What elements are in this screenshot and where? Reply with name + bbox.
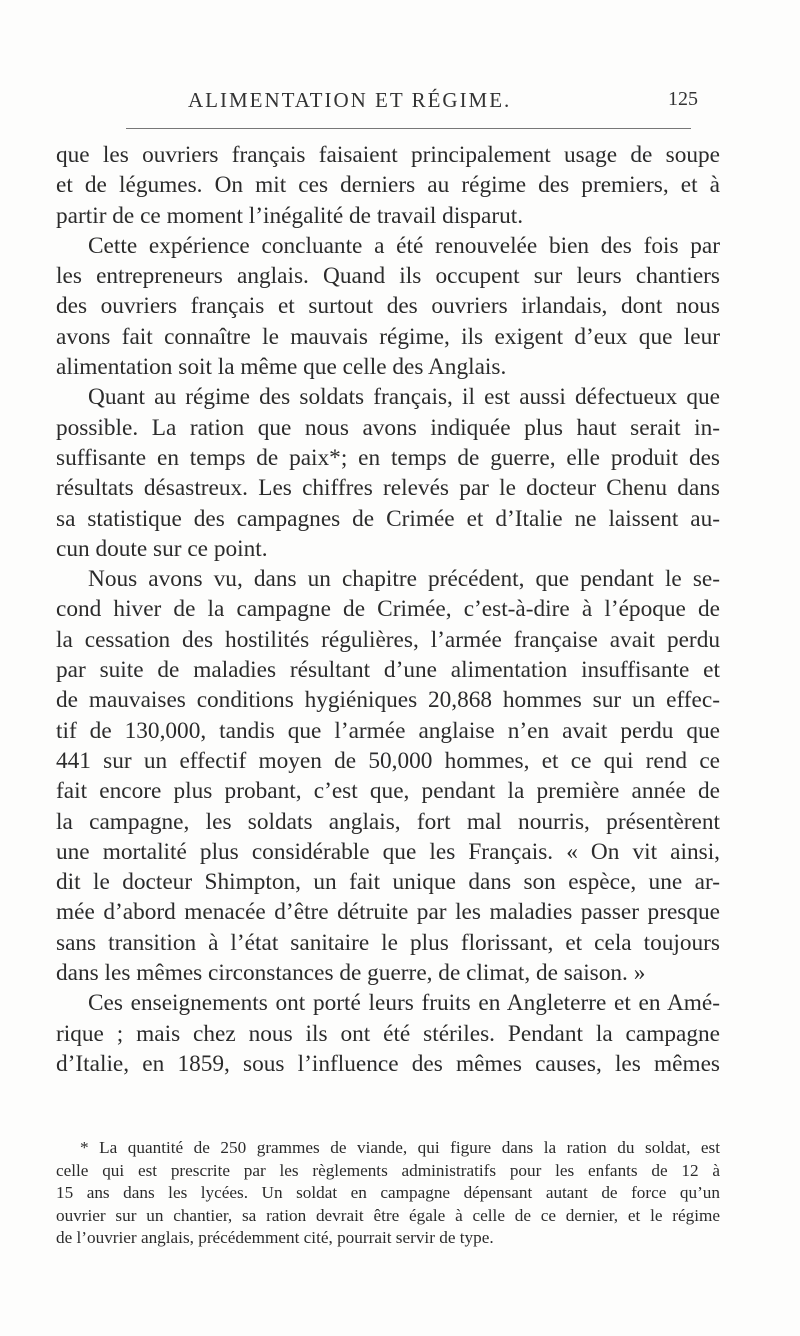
- text-line: une mortalité plus considérable que les Français. « On vit ainsi,: [56, 838, 720, 865]
- text-line: Nous avons vu, dans un chapitre précédent, que pendant le se-: [88, 566, 720, 593]
- text-line: 441 sur un effectif moyen de 50,000 hommes, et ce qui rend ce: [56, 747, 720, 774]
- text-line: la campagne, les soldats anglais, fort mal nourris, présentèrent: [56, 808, 720, 835]
- text-line: rique ; mais chez nous ils ont été stériles. Pendant la campagne: [56, 1020, 720, 1047]
- footnote-line: celle qui est prescrite par les règlements administratifs pour les enfants de 12 à: [56, 1160, 720, 1180]
- header-rule: [126, 128, 691, 129]
- text-line: avons fait connaître le mauvais régime, ils exigent d’eux que leur: [56, 323, 720, 350]
- page-number: 125: [668, 88, 698, 110]
- running-title: ALIMENTATION ET RÉGIME.: [188, 88, 512, 112]
- text-line: Cette expérience concluante a été renouvelée bien des fois par: [88, 232, 720, 259]
- text-line: Quant au régime des soldats français, il est aussi défectueux que: [88, 384, 720, 411]
- text-line: mée d’abord menacée d’être détruite par les maladies passer presque: [56, 899, 720, 926]
- footnote-line: ouvrier sur un chantier, sa ration devrait être égale à celle de ce dernier, et le régime: [56, 1205, 720, 1225]
- footnote: [56, 1137, 720, 1250]
- text-line: de mauvaises conditions hygiéniques 20,868 hommes sur un effec-: [56, 687, 720, 714]
- text-line: résultats désastreux. Les chiffres relevés par le docteur Chenu dans: [56, 475, 720, 502]
- text-line: des ouvriers français et surtout des ouvriers irlandais, dont nous: [56, 293, 720, 320]
- running-header: [128, 88, 708, 118]
- footnote-line: de l’ouvrier anglais, précédemment cité, pourrait servir de type.: [56, 1228, 494, 1247]
- text-line: d’Italie, en 1859, sous l’influence des mêmes causes, les mêmes: [56, 1050, 720, 1077]
- text-line: et de légumes. On mit ces derniers au régime des premiers, et à: [56, 172, 720, 199]
- text-line: partir de ce moment l’inégalité de travail disparut.: [56, 202, 524, 229]
- text-line: la cessation des hostilités régulières, l’armée française avait perdu: [56, 626, 720, 653]
- footnote-line: * La quantité de 250 grammes de viande, qui figure dans la ration du soldat, est: [80, 1138, 720, 1157]
- text-line: par suite de maladies résultant d’une alimentation insuffisante et: [56, 657, 720, 684]
- text-line: que les ouvriers français faisaient principalement usage de soupe: [56, 142, 720, 168]
- text-line: cun doute sur ce point.: [56, 535, 268, 562]
- text-line: les entrepreneurs anglais. Quand ils occupent sur leurs chantiers: [56, 263, 720, 290]
- text-line: sans transition à l’état sanitaire le plus florissant, et cela toujours: [56, 929, 720, 956]
- text-line: dans les mêmes circonstances de guerre, de climat, de saison. »: [56, 960, 646, 987]
- text-line: cond hiver de la campagne de Crimée, c’est-à-dire à l’époque de: [56, 596, 720, 623]
- text-line: possible. La ration que nous avons indiquée plus haut serait in-: [56, 414, 720, 441]
- text-line: sa statistique des campagnes de Crimée et d’Italie ne laissent au-: [56, 505, 720, 532]
- text-line: dit le docteur Shimpton, un fait unique dans son espèce, une ar-: [56, 869, 720, 896]
- text-line: suffisante en temps de paix*; en temps de guerre, elle produit des: [56, 444, 720, 471]
- text-line: fait encore plus probant, c’est que, pendant la première année de: [56, 778, 720, 805]
- text-line: tif de 130,000, tandis que l’armée anglaise n’en avait perdu que: [56, 717, 720, 744]
- body-text: [56, 140, 720, 1079]
- text-line: Ces enseignements ont porté leurs fruits en Angleterre et en Amé-: [88, 990, 720, 1017]
- footnote-line: 15 ans dans les lycées. Un soldat en campagne dépensant autant de force qu’un: [56, 1183, 720, 1202]
- text-line: alimentation soit la même que celle des Anglais.: [56, 354, 507, 381]
